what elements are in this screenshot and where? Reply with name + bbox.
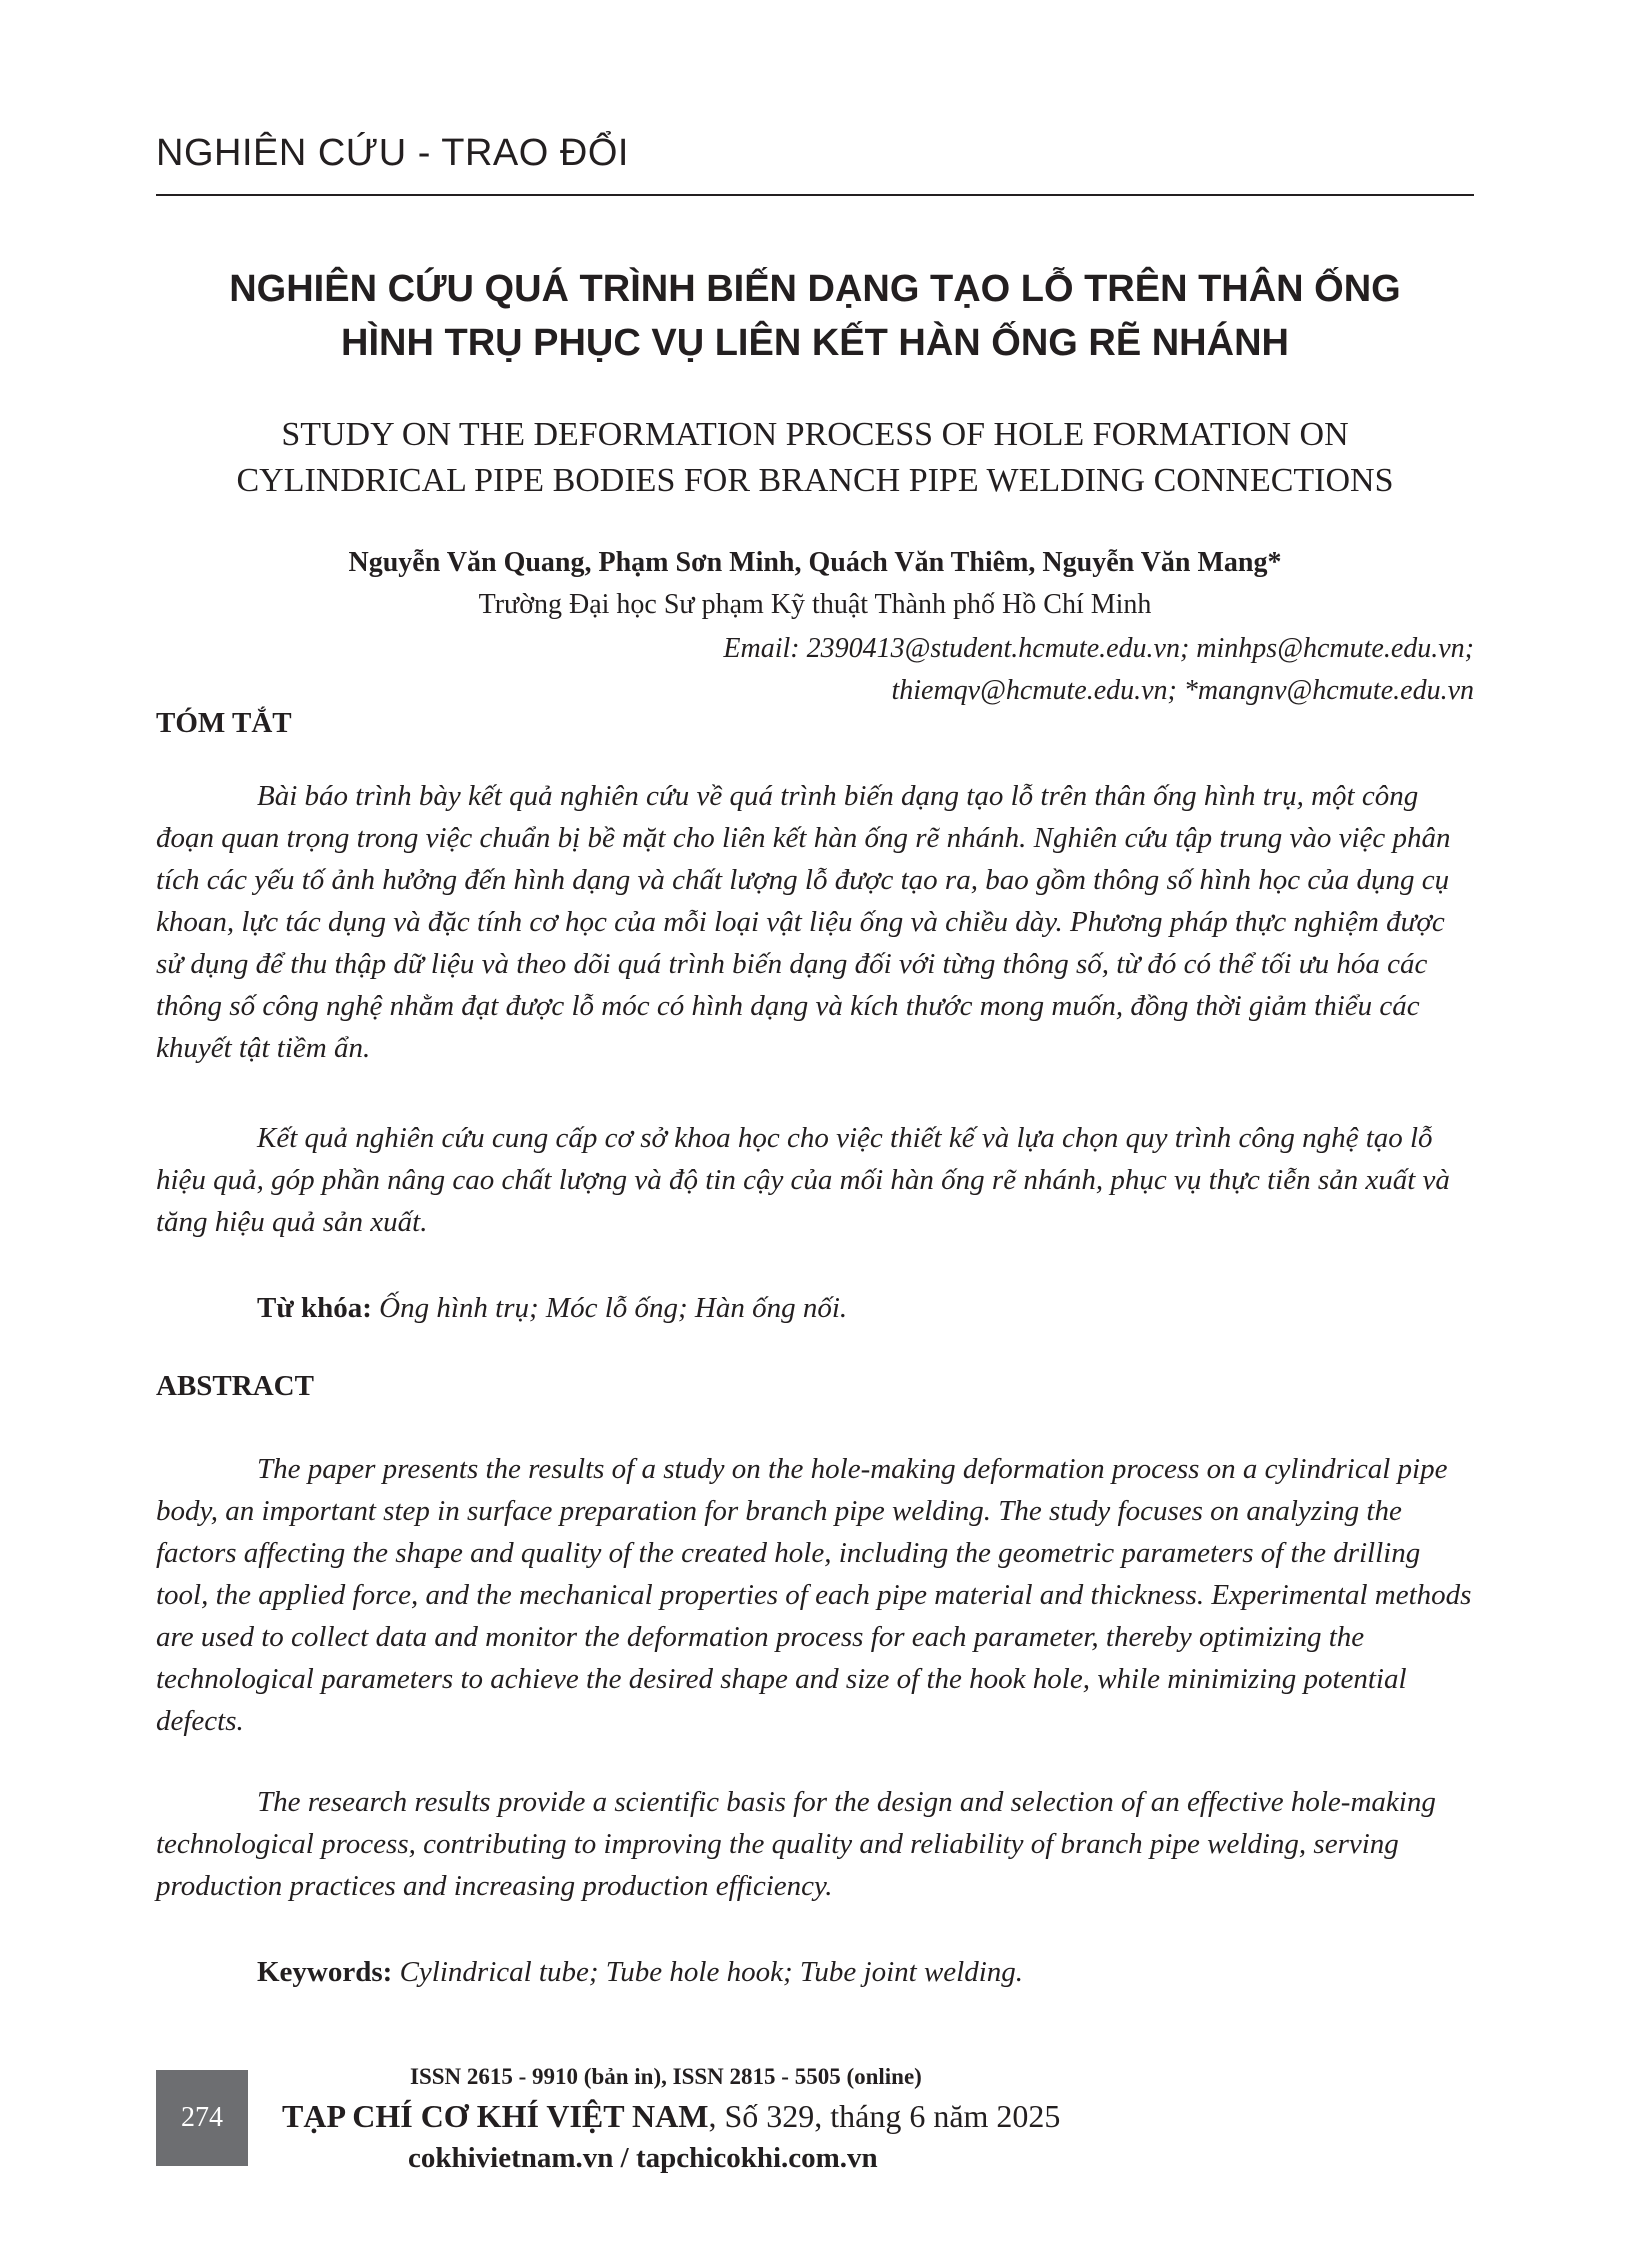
title-en-line-2: CYLINDRICAL PIPE BODIES FOR BRANCH PIPE WELDING CONNECTIONS [236, 462, 1394, 499]
summary-vi-paragraph-2: Kết quả nghiên cứu cung cấp cơ sở khoa học cho việc thiết kế và lựa chọn quy trình công nghệ tạo lỗ hiệu quả, góp phần nâng cao chất lượng và độ tin cậy của mối hàn ống rẽ nhánh, phục vụ thực tiễn sản xuất và tăng hiệu quả sản xuất. [156, 1122, 1450, 1238]
keywords-vi-text: Ống hình trụ; Móc lỗ ống; Hàn ống nối. [379, 1292, 848, 1324]
author-affiliation: Trường Đại học Sư phạm Kỹ thuật Thành phố Hồ Chí Minh [478, 589, 1152, 620]
footer-websites: cokhivietnam.vn / tapchicokhi.com.vn [408, 2142, 878, 2174]
journal-issue: , Số 329, tháng 6 năm 2025 [708, 2098, 1061, 2134]
abstract-paragraph-2: The research results provide a scientific basis for the design and selection of an effective hole-making technological process, contributing to improving the quality and reliability of branch pipe welding, serving production practices and increasing production efficiency. [156, 1786, 1436, 1902]
keywords-en-label: Keywords: [257, 1956, 393, 1988]
title-vietnamese [156, 262, 1474, 370]
title-vi-line-2: HÌNH TRỤ PHỤC VỤ LIÊN KẾT HÀN ỐNG RẼ NHÁNH [341, 322, 1289, 364]
author-names: Nguyễn Văn Quang, Phạm Sơn Minh, Quách Văn Thiêm, Nguyễn Văn Mang* [348, 547, 1282, 578]
keywords-en [257, 1951, 1023, 1993]
footer-journal [282, 2098, 1060, 2135]
summary-vi-paragraph-1: Bài báo trình bày kết quả nghiên cứu về quá trình biến dạng tạo lỗ trên thân ống hình trụ, một công đoạn quan trọng trong việc chuẩn bị bề mặt cho liên kết hàn ống rẽ nhánh. Nghiên cứu tập trung vào việc phân tích các yếu tố ảnh hưởng đến hình dạng và chất lượng lỗ được tạo ra, bao gồm thông số hình học của dụng cụ khoan, lực tác dụng và đặc tính cơ học của mỗi loại vật liệu ống và chiều dày. Phương pháp thực nghiệm được sử dụng để thu thập dữ liệu và theo dõi quá trình biến dạng đối với từng thông số, từ đó có thể tối ưu hóa các thông số công nghệ nhằm đạt được lỗ móc có hình dạng và kích thước mong muốn, đồng thời giảm thiểu các khuyết tật tiềm ẩn. [156, 780, 1451, 1064]
email-line-1: Email: 2390413@student.hcmute.edu.vn; minhps@hcmute.edu.vn; [723, 633, 1474, 664]
journal-name: TẠP CHÍ CƠ KHÍ VIỆT NAM [282, 2098, 709, 2134]
email-line-2: thiemqv@hcmute.edu.vn; *mangnv@hcmute.edu.vn [891, 675, 1474, 706]
author-emails [474, 628, 1474, 712]
header-divider [156, 194, 1474, 196]
footer-issn: ISSN 2615 - 9910 (bản in), ISSN 2815 - 5505 (online) [410, 2064, 922, 2089]
keywords-vi [257, 1287, 847, 1329]
abstract-paragraph-1: The paper presents the results of a study on the hole-making deformation process on a cylindrical pipe body, an important step in surface preparation for branch pipe welding. The study focuses on analyzing the factors affecting the shape and quality of the created hole, including the geometric parameters of the drilling tool, the applied force, and the mechanical properties of each pipe material and thickness. Experimental methods are used to collect data and monitor the deformation process for each parameter, thereby optimizing the technological parameters to achieve the desired shape and size of the hook hole, while minimizing potential defects. [156, 1453, 1472, 1737]
section-header: NGHIÊN CỨU - TRAO ĐỔI [156, 132, 629, 174]
title-en-line-1: STUDY ON THE DEFORMATION PROCESS OF HOLE FORMATION ON [281, 416, 1349, 453]
page-number: 274 [156, 2070, 248, 2166]
summary-vi-heading: TÓM TẮT [156, 707, 292, 739]
keywords-en-text: Cylindrical tube; Tube hole hook; Tube joint welding. [399, 1956, 1024, 1988]
keywords-vi-label: Từ khóa: [257, 1292, 372, 1324]
title-english [156, 412, 1474, 504]
abstract-heading: ABSTRACT [156, 1370, 314, 1402]
title-vi-line-1: NGHIÊN CỨU QUÁ TRÌNH BIẾN DẠNG TẠO LỖ TRÊN THÂN ỐNG [229, 268, 1401, 310]
